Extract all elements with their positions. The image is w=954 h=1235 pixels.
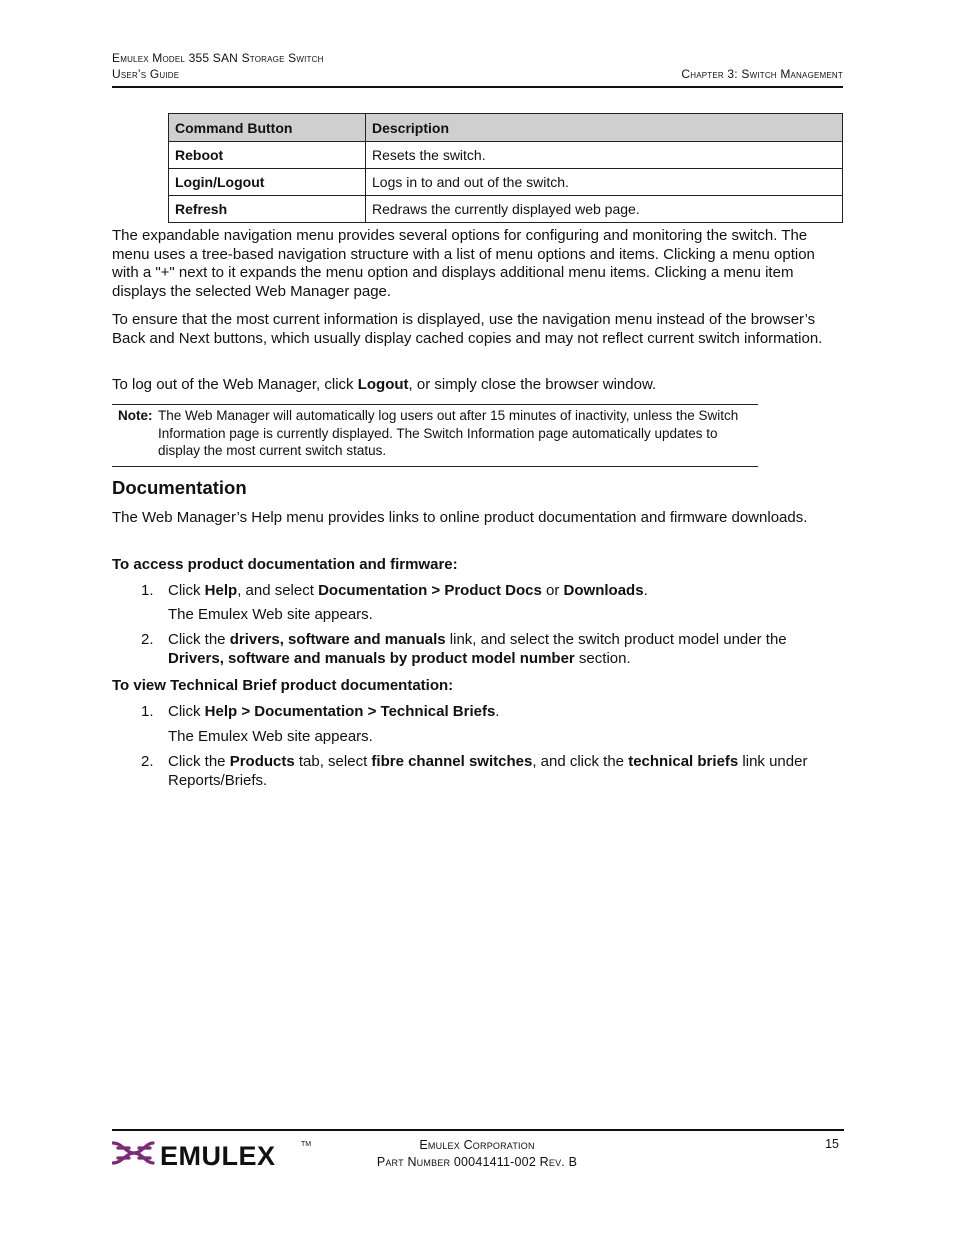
step-text: Click the drivers, software and manuals link, and select the switch product model under the Drivers, software and manuals by product model number section.	[168, 631, 787, 667]
paragraph-documentation-intro: The Web Manager’s Help menu provides links to online product documentation and firmware downloads.	[112, 509, 808, 526]
step-number: 2.	[141, 631, 154, 648]
column-header-description: Description	[366, 114, 843, 142]
column-header-command: Command Button	[169, 114, 366, 142]
footer-divider	[112, 1129, 844, 1131]
step-text: Click the Products tab, select fibre channel switches, and click the technical briefs link under Reports/Briefs.	[168, 753, 808, 789]
emulex-logo	[112, 1136, 312, 1170]
header-title: Emulex Model 355 SAN Storage Switch	[112, 51, 324, 65]
procedure-title-access-docs: To access product documentation and firmware:	[112, 556, 458, 573]
step-number: 2.	[141, 753, 154, 770]
command-description: Logs in to and out of the switch.	[366, 169, 843, 196]
procedure-title-technical-briefs: To view Technical Brief product documentation:	[112, 677, 454, 694]
step-text: Click Help, and select Documentation > Product Docs or Downloads.	[168, 582, 648, 599]
command-name: Reboot	[169, 142, 366, 169]
paragraph-navigation-menu: The expandable navigation menu provides several options for configuring and monitoring the switch. The menu uses a tree-based navigation structure with a list of menu options and items. Clicking a menu option with a "+" next to it expands the menu option and displays additional menu items. Clicking a menu item displays the selected Web Manager page.	[112, 227, 815, 301]
command-name: Login/Logout	[169, 169, 366, 196]
table-row	[169, 142, 843, 169]
paragraph-logout: To log out of the Web Manager, click Logout, or simply close the browser window.	[112, 376, 657, 393]
table-row	[169, 169, 843, 196]
command-description: Redraws the currently displayed web page.	[366, 196, 843, 223]
logo-trademark: TM	[301, 1141, 312, 1148]
step-text: Click Help > Documentation > Technical Briefs.	[168, 703, 500, 720]
header-left	[112, 50, 324, 82]
note-label: Note:	[118, 408, 153, 423]
page-number: 15	[825, 1137, 839, 1151]
header-divider	[112, 86, 843, 88]
footer-center	[370, 1137, 584, 1171]
footer-corporation: Emulex Corporation	[419, 1138, 535, 1152]
header-chapter: Chapter 3: Switch Management	[681, 67, 843, 81]
note-box	[112, 404, 758, 467]
logo-wordmark: EMULEX	[160, 1141, 276, 1170]
table-header-row	[169, 114, 843, 142]
header-subtitle: User’s Guide	[112, 67, 180, 81]
table-row	[169, 196, 843, 223]
step-number: 1.	[141, 703, 154, 720]
section-heading-documentation: Documentation	[112, 477, 247, 498]
paragraph-current-info: To ensure that the most current information is displayed, use the navigation menu instead of the browser’s Back and Next buttons, which usually display cached copies and may not reflect current switch information.	[112, 311, 823, 347]
command-description: Resets the switch.	[366, 142, 843, 169]
note-text: The Web Manager will automatically log users out after 15 minutes of inactivity, unless the Switch Information page is currently displayed. The Switch Information page automatically updates to display the most current switch status.	[158, 408, 739, 458]
emulex-mark-icon	[113, 1143, 153, 1163]
command-button-table	[168, 113, 843, 223]
step-number: 1.	[141, 582, 154, 599]
command-name: Refresh	[169, 196, 366, 223]
footer-part-number: Part Number 00041411-002 Rev. B	[376, 1155, 578, 1169]
